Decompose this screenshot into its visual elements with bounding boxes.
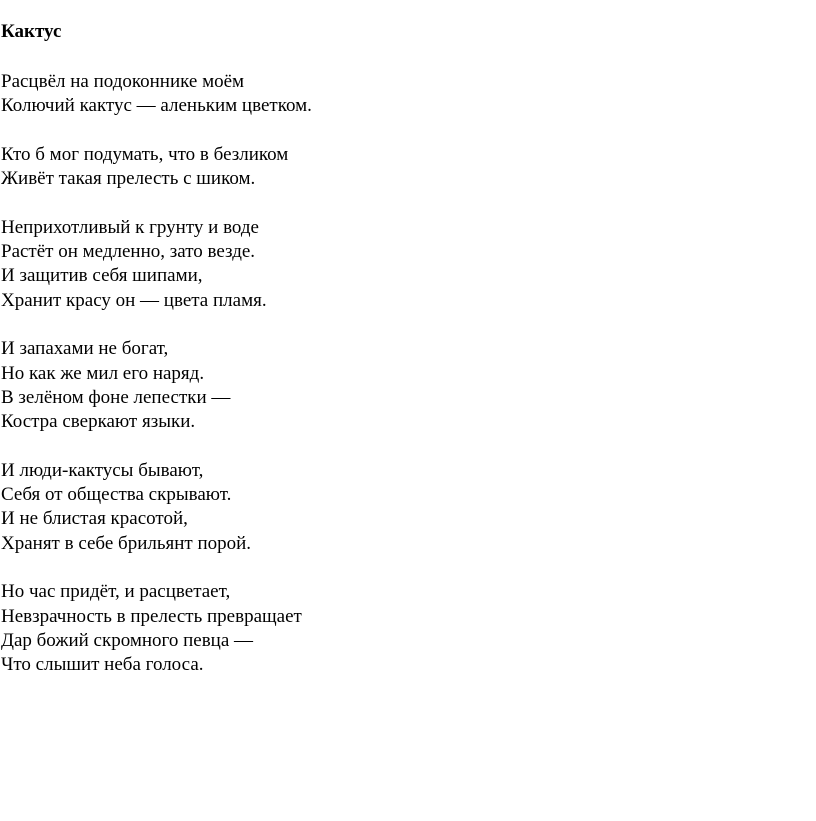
poem-body [1, 70, 312, 702]
poem-line: Растёт он медленно, зато везде. [1, 241, 256, 263]
poem-line: Но как же мил его наряд. [1, 362, 205, 384]
poem-line: Невзрачность в прелесть превращает [1, 605, 302, 627]
poem-line: Живёт такая прелесть с шиком. [1, 168, 256, 190]
poem-line: Колючий кактус — аленьким цветком. [1, 95, 312, 117]
poem-title: Кактус [1, 21, 62, 42]
poem-line: Дар божий скромного певца — [1, 629, 254, 651]
stanza-1 [1, 70, 312, 119]
poem-line: Кто б мог подумать, что в безликом [1, 143, 289, 165]
poem-line: Но час придёт, и расцветает, [1, 581, 231, 603]
stanza-3 [1, 216, 312, 313]
poem-line: И защитив себя шипами, [1, 265, 203, 287]
poem-line: Хранят в себе брильянт порой. [1, 532, 252, 554]
stanza-5 [1, 459, 312, 556]
poem-line: Себя от общества скрывают. [1, 484, 232, 506]
poem-line: Что слышит неба голоса. [1, 654, 204, 676]
poem-line: Хранит красу он — цвета пламя. [1, 289, 267, 311]
poem-line: И запахами не богат, [1, 338, 169, 360]
poem-line: Неприхотливый к грунту и воде [1, 216, 259, 238]
poem-line: Костра сверкают языки. [1, 411, 196, 433]
poem-line: В зелёном фоне лепестки — [1, 386, 231, 408]
stanza-4 [1, 337, 312, 434]
poem-line: И не блистая красотой, [1, 508, 188, 530]
poem-line: Расцвёл на подоконнике моём [1, 71, 245, 92]
stanza-2 [1, 143, 312, 192]
poem-line: И люди-кактусы бывают, [1, 459, 204, 481]
stanza-6 [1, 580, 312, 677]
